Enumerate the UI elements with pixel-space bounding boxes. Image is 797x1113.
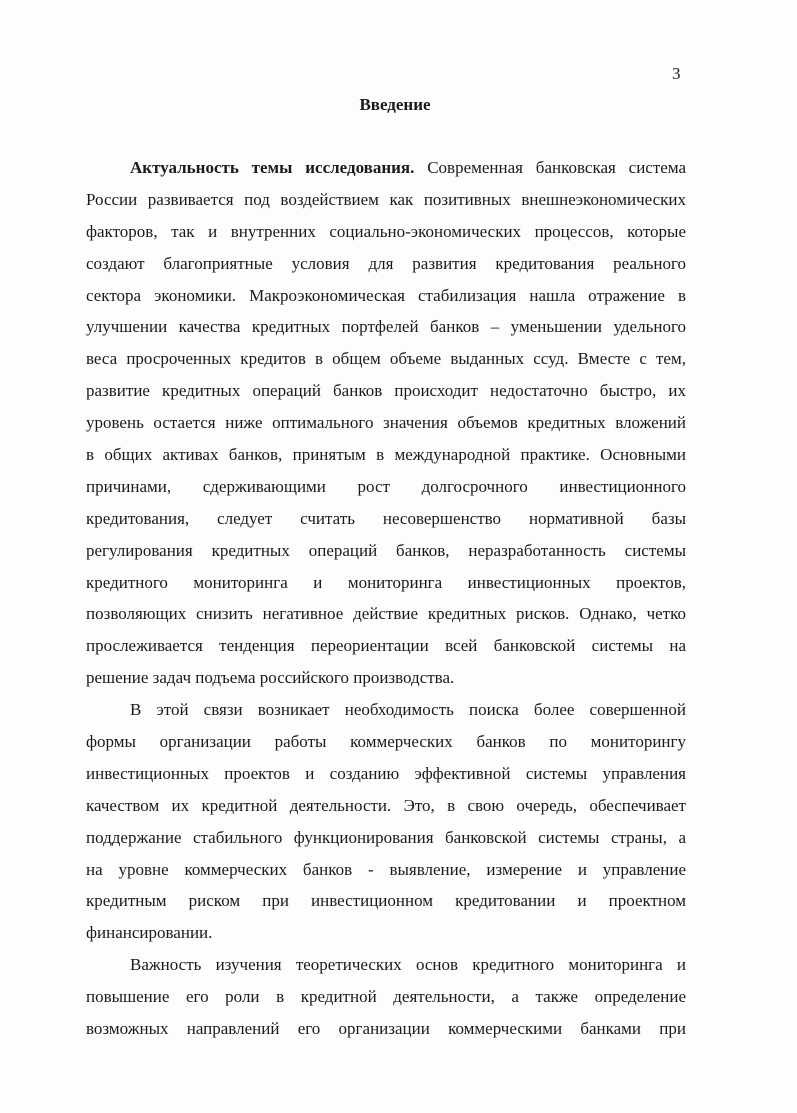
text-line: кредитным риском при инвестиционном кредитовании и проектном [86,891,686,911]
text-line: В этой связи возникает необходимость поиска более совершенной [130,700,686,720]
text-line: веса просроченных кредитов в общем объеме выданных ссуд. Вместе с тем, [86,349,686,369]
text-line: кредитования, следует считать несовершенство нормативной базы [86,508,686,528]
text-line: на уровне коммерческих банков - выявление, измерение и управление [86,859,686,879]
text-line: России развивается под воздействием как позитивных внешнеэкономических [86,189,686,209]
text-line: формы организации работы коммерческих банков по мониторингу [86,732,686,752]
text-line: сектора экономики. Макроэкономическая стабилизация нашла отражение в [86,285,686,305]
text-line: повышение его роли в кредитной деятельности, а также определение [86,987,686,1007]
text-line: прослеживается тенденция переориентации всей банковской системы на [86,636,686,656]
page-title: Введение [359,95,431,114]
text-line: развитие кредитных операций банков происходит недостаточно быстро, их [86,381,686,401]
text-line: качеством их кредитной деятельности. Это, в свою очередь, обеспечивает [86,795,686,815]
text-line: в общих активах банков, принятым в международной практике. Основными [86,445,686,465]
text-line: регулирования кредитных операций банков, неразработанность системы [86,540,686,560]
text-line: возможных направлений его организации коммерческими банками при [86,1019,686,1039]
text-line: уровень остается ниже оптимального значения объемов кредитных вложений [86,413,686,433]
paragraph-lead: Актуальность темы исследования. [130,158,415,177]
text-line: позволяющих снизить негативное действие кредитных рисков. Однако, четко [86,604,686,624]
text-line: причинами, сдерживающими рост долгосрочного инвестиционного [86,476,686,496]
text-line-content: Современная банковская система [414,158,687,177]
text-line: поддержание стабильного функционирования банковской системы страны, а [86,827,686,847]
text-line: улучшении качества кредитных портфелей банков – уменьшении удельного [86,317,686,337]
text-line: факторов, так и внутренних социально-экономических процессов, которые [86,221,686,241]
text-line: Важность изучения теоретических основ кредитного мониторинга и [130,955,686,975]
text-line: инвестиционных проектов и созданию эффективной системы управления [86,763,686,783]
text-line: кредитного мониторинга и мониторинга инвестиционных проектов, [86,572,686,592]
document-body [86,152,686,1045]
text-line: решение задач подъема российского производства. [86,668,455,688]
text-line [86,152,686,184]
page-number: 3 [672,64,681,83]
text-line: создают благоприятные условия для развития кредитования реального [86,253,686,273]
text-line: финансировании. [86,923,213,943]
